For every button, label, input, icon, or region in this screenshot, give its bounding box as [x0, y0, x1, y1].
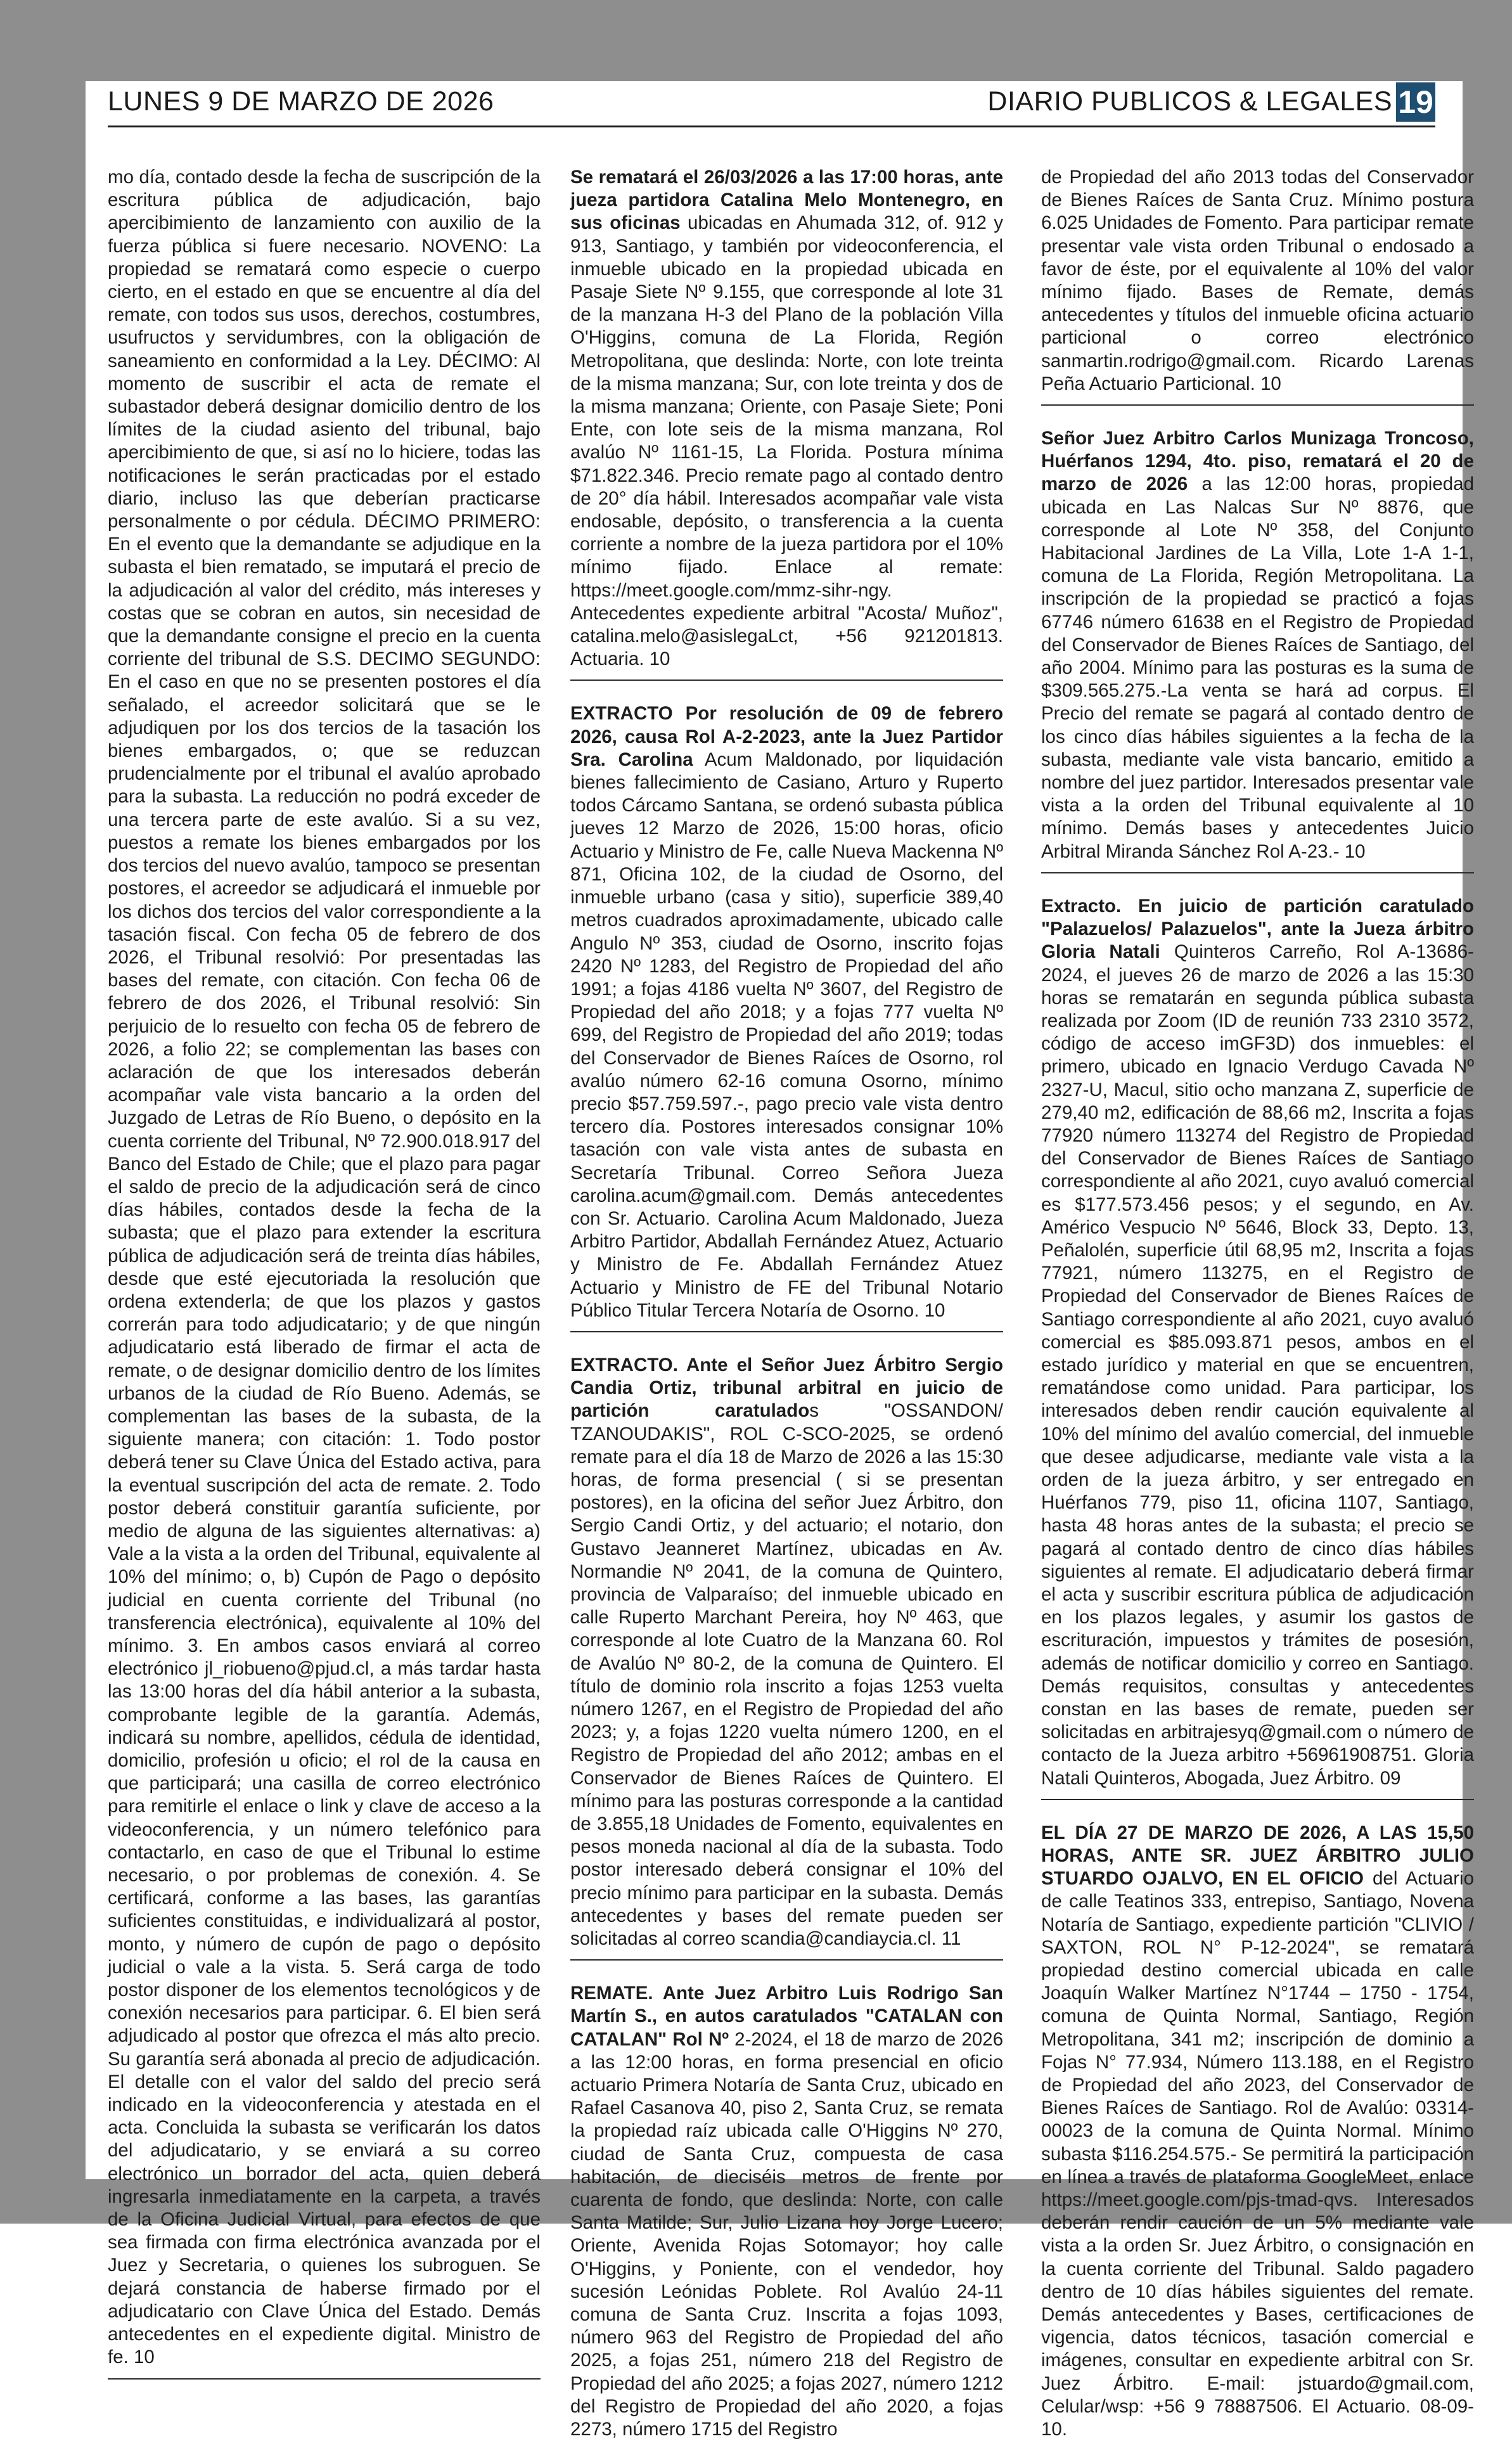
- column-1: [108, 166, 541, 2368]
- page-header: [108, 82, 1435, 120]
- notice-body: de Propiedad del año 2013 todas del Conservador de Bienes Raíces de Santa Cruz. Mínimo postura 6.025 Unidades de Fomento. Para participar remate presentar vale vista orden Tribunal o endosado a favor de éste, por el equivalente al 10% del valor mínimo fijado. Bases de Remate, demás antecedentes y títulos del inmueble oficina actuario particional o correo electrónico sanmartin.rodrigo@gmail.com. Ricardo Larenas Peña Actuario Particional. 10: [1041, 167, 1474, 394]
- notice-divider: [570, 679, 1003, 681]
- column-2: [570, 166, 1004, 2440]
- notice-body: s "OSSANDON/ TZANOUDAKIS", ROL C-SCO-2025, se ordenó remate para el día 18 de Marzo de 2026 a las 15:30 horas, de forma presencial ( si se presentan postores), en la oficina del señor Juez Árbitro, don Sergio Candi Ortiz, y del actuario; el notario, don Gustavo Jeanneret Martínez, ubicadas en Av. Normandie Nº 2041, de la comuna de Quintero, provincia de Valparaíso; del inmueble ubicado en calle Ruperto Marchant Pereira, hoy Nº 463, que corresponde al lote Cuatro de la Manzana 60. Rol de Avalúo Nº 80-2, de la comuna de Quintero. El título de dominio rola inscrito a fojas 1253 vuelta número 1267, en el Registro de Propiedad del año 2023; y, a fojas 1220 vuelta número 1200, en el Registro de Propiedad del año 2012; ambas en el Conservador de Bienes Raíces de Quintero. El mínimo para las posturas corresponde a la cantidad de 3.855,18 Unidades de Fomento, equivalentes en pesos moneda nacional al día de la subasta. Todo postor interesado deberá consignar el 10% del precio mínimo para participar en la subasta. Demás antecedentes y bases del remate pueden ser solicitadas al correo scandia@candiaycia.cl. 11: [570, 1400, 1003, 1950]
- notice-divider: [108, 2378, 541, 2380]
- notice-body: Acum Maldonado, por liquidación bienes fallecimiento de Casiano, Arturo y Ruperto todos Cárcamo Santana, se ordenó subasta pública jueves 12 Marzo de 2026, 15:00 horas, oficio Actuario y Ministro de Fe, calle Nueva Mackenna Nº 871, Oficina 102, de la ciudad de Osorno, del inmueble urbano (casa y sitio), superficie 389,40 metros cuadrados aproximadamente, ubicado calle Angulo Nº 353, ciudad de Osorno, inscrito fojas 2420 Nº 1283, del Registro de Propiedad del año 1991; a fojas 4186 vuelta Nº 3607, del Registro de Propiedad del año 2018; y a fojas 777 vuelta Nº 699, del Registro de Propiedad del año 2019; todas del Conservador de Bienes Raíces de Osorno, rol avalúo número 62-16 comuna Osorno, mínimo precio $57.759.597.-, pago precio vale vista dentro tercero día. Postores interesados consignar 10% tasación con vale vista antes de subasta en Secretaría Tribunal. Correo Señora Jueza carolina.acum@gmail.com. Demás antecedentes con Sr. Actuario. Carolina Acum Maldonado, Jueza Arbitro Partidor, Abdallah Fernández Atuez, Actuario y Ministro de Fe. Abdallah Fernández Atuez Actuario y Ministro de FE del Tribunal Notario Público Titular Tercera Notaría de Osorno. 10: [570, 749, 1004, 1321]
- left-margin: [0, 0, 86, 2224]
- notice-divider: [1041, 872, 1474, 873]
- header-divider: [108, 126, 1435, 127]
- notice-divider: [1041, 1799, 1474, 1800]
- notice-body: a las 12:00 horas, propiedad ubicada en Las Nalcas Sur Nº 8876, que corresponde al Lote Nº 358, del Conjunto Habitacional Jardines de La Villa, Lote 1-A 1-1, comuna de La Florida, Región Metropolitana. La inscripción de la propiedad se practicó a fojas 67746 número 61638 en el Registro de Propiedad del Conservador de Bienes Raíces de Santiago, del año 2004. Mínimo para las posturas es la suma de $309.565.275.-La venta se hará ad corpus. El Precio del remate se pagará al contado dentro de los cinco días hábiles siguientes a la fecha de la subasta, mediante vale vista bancario, emitido a nombre del juez partidor. Interesados presentar vale vista a la orden del Tribunal equivalente al 10 mínimo. Demás bases y antecedentes Juicio Arbitral Miranda Sánchez Rol A-23.- 10: [1041, 473, 1474, 862]
- notice-divider: [570, 1959, 1003, 1961]
- notice-candia-ortiz: [570, 1354, 1003, 1950]
- notice-lead: REMATE. Ante Juez Arbitro Luis Rodrigo San Martín S., en autos caratulados "CATALAN con CATALAN" Rol Nº: [570, 1983, 1003, 2050]
- notice-continued-text: [108, 166, 541, 2369]
- notice-palazuelos: [1041, 895, 1474, 1790]
- notice-melo-montenegro: [570, 166, 1003, 671]
- notice-body: ubicadas en Ahumada 312, of. 912 y 913, Santiago, y también por videoconferencia, el inmueble ubicado en la propiedad ubicada en Pasaje Siete Nº 9.155, que corresponde al lote 31 de la manzana H-3 del Plano de la población Villa O'Higgins, comuna de La Florida, Región Metropolitana, que deslinda: Norte, con lote treinta de la misma manzana; Sur, con lote treinta y dos de la misma manzana; Oriente, con Pasaje Siete; Poni Ente, con lote seis de la misma manzana, Rol avalúo Nº 1161-15, La Florida. Postura mínima $71.822.346. Precio remate pago al contado dentro de 20° día hábil. Interesados acompañar vale vista endosable, depósito, o transferencia a la cuenta corriente a nombre de la jueza partidora por el 10% mínimo fijado. Enlace al remate: https://meet.google.com/mmz-sihr-ngy. Antecedentes expediente arbitral "Acosta/ Muñoz", catalina.melo@asislegaLct, +56 921201813. Actuaria. 10: [570, 212, 1003, 670]
- notice-body: mo día, contado desde la fecha de suscripción de la escritura pública de adjudicación, bajo apercibimiento de lanzamiento con auxilio de la fuerza pública si fuere necesario. NOVENO: La propiedad se rematará como especie o cuerpo cierto, en el estado en que se encuentre al día del remate, con todos sus usos, derechos, costumbres, usufructos y servidumbres, con la obligación de saneamiento en conformidad a la Ley. DÉCIMO: Al momento de suscribir el acta de remate el subastador deberá designar domicilio dentro de los límites de la ciudad asiento del tribunal, bajo apercibimiento de que, si así no lo hiciere, todas las notificaciones le serán practicadas por el estado diario, incluso las que deberían practicarse personalmente o por cédula. DÉCIMO PRIMERO: En el evento que la demandante se adjudique en la subasta el bien rematado, se imputará el precio de la adjudicación al valor del crédito, más intereses y costas que se cobran en autos, sin necesidad de que la demandante consigne el precio en la cuenta corriente del tribunal de S.S. DECIMO SEGUNDO: En el caso en que no se presenten postores el día señalado, el acreedor solicitará que se le adjudiquen por los dos tercios de la tasación los bienes embargados, o; que se reduzcan prudencialmente por el tribunal el avalúo aprobado para la subasta. La reducción no podrá exceder de una tercera parte de este avalúo. Si a su vez, puestos a remate los bienes embargados por los dos tercios del nuevo avalúo, tampoco se presentan postores, el acreedor se adjudicará el inmueble por los dichos dos tercios del valor correspondiente a la tasación fiscal. Con fecha 05 de febrero de dos 2026, el Tribunal resolvió: Por presentadas las bases del remate, con citación. Con fecha 06 de febrero de dos 2026, el Tribunal resolvió: Sin perjuicio de lo resuelto con fecha 05 de febrero de 2026, a folio 22; se complementan las bases con aclaración de que los interesados deberán acompañar vale vista bancario a la orden del Juzgado de Letras de Río Bueno, o depósito en la cuenta corriente del Tribunal, Nº 72.900.018.917 del Banco del Estado de Chile; que el plazo para pagar el saldo de precio de la adjudicación será de cinco días hábiles, contados desde la fecha de la subasta; que el plazo para extender la escritura pública de adjudicación será de treinta días hábiles, desde que esté ejecutoriada la resolución que ordena extenderla; de que los plazos y gastos correrán para todo adjudicatario; y de que ningún adjudicatario está liberado de firmar el acta de remate, o de designar domicilio dentro de los límites urbanos de la ciudad de Río Bueno. Además, se complementan las bases de la subasta, de la siguiente manera; con citación: 1. Todo postor deberá tener su Clave Única del Estado activa, para la eventual suscripción del acta de remate. 2. Todo postor deberá constituir garantía suficiente, por medio de alguna de las siguientes alternativas: a) Vale a la vista a la orden del Tribunal, equivalente al 10% del mínimo; o, b) Cupón de Pago o depósito judicial en cuenta corriente del Tribunal (no transferencia electrónica), equivalente al 10% del mínimo. 3. En ambos casos enviará al correo electrónico jl_riobueno@pjud.cl, a más tardar hasta las 13:00 horas del día hábil anterior a la subasta, comprobante legible de la garantía. Además, indicará su nombre, apellidos, cédula de identidad, domicilio, profesión u oficio; el rol de la causa en que participará; una casilla de correo electrónico para remitirle el enlace o link y clave de acceso a la videoconferencia, y un número telefónico para contactarlo, en caso de que el Tribunal lo estime necesario, o por problemas de conexión. 4. Se certificará, conforme a las bases, las garantías suficientes constituidas, e individualizará al postor, monto, y número de cupón de pago o depósito judicial o vale a la vista. 5. Será carga de todo postor disponer de los elementos tecnológicos y de conexión necesarios para participar. 6. El bien será adjudicado al postor que ofrezca el más alto precio. Su garantía será abonada al precio de adjudicación. El detalle con el valor del saldo del precio será indicado en la videoconferencia y atestada en el acta. Concluida la subasta se verificarán los datos del adjudicatario, y se enviará a su correo electrónico un borrador del acta, quien deberá ingresarla inmediatamente en la carpeta, a través de la Oficina Judicial Virtual, para efectos de que sea firmada con firma electrónica avanzada por el Juez y Secretaria, o quienes los subroguen. Se dejará constancia de haberse firmado por el adjudicatario con Clave Única del Estado. Demás antecedentes en el expediente digital. Ministro de fe. 10: [108, 167, 541, 2368]
- notice-san-martin: [570, 1982, 1003, 2441]
- publication-title: DIARIO PUBLICOS & LEGALES: [987, 86, 1392, 117]
- notice-lead: EXTRACTO. Ante el Señor Juez Árbitro Sergio Candia Ortiz, tribunal arbitral en juicio de partición caratulado: [570, 1354, 1003, 1422]
- notice-divider: [570, 1331, 1003, 1332]
- notice-lead: EL DÍA 27 DE MARZO DE 2026, A LAS 15,50 HORAS, ANTE SR. JUEZ ÁRBITRO JULIO STUARDO OJALVO, EN EL OFICIO: [1041, 1822, 1474, 1890]
- notice-body: Quinteros Carreño, Rol A-13686-2024, el jueves 26 de marzo de 2026 a las 15:30 horas se rematarán en segunda pública subasta realizada por Zoom (ID de reunión 733 2310 3572, código de acceso imGF3D) dos inmuebles: el primero, ubicado en Ignacio Verdugo Cavada Nº 2327-U, Macul, sitio ocho manzana Z, superficie de 279,40 m2, edificación de 88,66 m2, Inscrita a fojas 77920 número 113274 del Registro de Propiedad del Conservador de Bienes Raíces de Santiago correspondiente al año 2021, cuyo avaluó comercial es $177.573.456 pesos; y el segundo, en Av. Américo Vespucio Nº 5646, Block 33, Depto. 13, Peñalolén, superficie útil 68,95 m2, Inscrita a fojas 77921, número 113275, en el Registro de Propiedad del Conservador de Bienes Raíces de Santiago correspondiente al año 2021, cuyo avaluó comercial es $85.093.871 pesos, ambos en el estado jurídico y material en que se encuentren, rematándose como unidad. Para participar, los interesados deben rendir caución equivalente al 10% del mínimo del avalúo comercial, del inmueble que desee adjudicarse, mediante vale vista a la orden de la jueza árbitro, y ser entregado en Huérfanos 779, piso 11, oficina 1107, Santiago, hasta 48 horas antes de la subasta; el precio se pagará al contado dentro de cinco días hábiles siguientes al remate. El adjudicatario deberá firmar el acta y suscribir escritura pública de adjudicación en los plazos legales, y asumir los gastos de escrituración, impuestos y trámites de posesión, además de notificar domicilio y correo en Santiago. Demás requisitos, consultas y antecedentes constan en las bases de remate, pueden ser solicitadas en arbitrajesyq@gmail.com o número de contacto de la Jueza arbitro +56961908751. Gloria Natali Quinteros, Abogada, Juez Árbitro. 09: [1041, 941, 1474, 1789]
- notice-lead: Se rematará el 26/03/2026 a las 17:00 horas, ante jueza partidora Catalina Melo Montenegro, en sus oficinas: [570, 167, 1003, 234]
- notice-acum-maldonado: [570, 702, 1003, 1322]
- notice-munizaga-troncoso: [1041, 427, 1474, 863]
- notice-divider: [1041, 404, 1474, 406]
- notice-lead: Extracto. En juicio de partición caratulado "Palazuelos/ Palazuelos", ante la Jueza árbitro Gloria Natali: [1041, 895, 1474, 963]
- column-3: [1041, 166, 1474, 2440]
- top-margin: [0, 0, 1512, 81]
- notice-lead: Señor Juez Arbitro Carlos Munizaga Troncoso, Huérfanos 1294, 4to. piso, rematará el 20 de marzo de 2026: [1041, 428, 1474, 495]
- notice-body: del Actuario de calle Teatinos 333, entrepiso, Santiago, Novena Notaría de Santiago, expediente partición "CLIVIO / SAXTON, ROL N° P-12-2024", se rematará propiedad destino comercial ubicada en calle Joaquín Walker Martínez N°1744 – 1750 - 1754, comuna de Quinta Normal, Santiago, Región Metropolitana, 341 m2; inscripción de dominio a Fojas N° 77.934, Número 113.188, en el Registro de Propiedad del año 2023, del Conservador de Bienes Raíces de Santiago. Rol de Avalúo: 03314-00023 de la comuna de Quinta Normal. Mínimo subasta $116.254.575.- Se permitirá la participación en línea a través de plataforma GoogleMeet, enlace https://meet.google.com/pjs-tmad-qvs. Interesados deberán rendir caución de un 5% mediante vale vista a la orden Sr. Juez Árbitro, o consignación en la cuenta corriente del Tribunal. Saldo pagadero dentro de 10 días hábiles siguientes del remate. Demás antecedentes y Bases, certificaciones de vigencia, datos técnicos, tasación comercial e imágenes, consultar en expediente arbitral con Sr. Juez Árbitro. E-mail: jstuardo@gmail.com, Celular/wsp: +56 9 78887506. El Actuario. 08-09-10.: [1041, 1868, 1474, 2440]
- page-number-badge: 19: [1396, 82, 1435, 122]
- notice-stuardo-ojalvo: [1041, 1822, 1474, 2441]
- header-date: LUNES 9 DE MARZO DE 2026: [108, 86, 494, 117]
- notice-body: 2-2024, el 18 de marzo de 2026 a las 12:00 horas, en forma presencial en oficio actuario Primera Notaría de Santa Cruz, ubicado en Rafael Casanova 40, piso 2, Santa Cruz, se remata la propiedad raíz ubicada calle O'Higgins Nº 270, ciudad de Santa Cruz, compuesta de casa habitación, de dieciséis metros de frente por cuarenta de fondo, que deslinda: Norte, con calle Santa Matilde; Sur, Julio Lizana hoy Jorge Lucero; Oriente, Avenida Rojas Sotomayor; hoy calle O'Higgins, y Poniente, con el vendedor, hoy sucesión Leónidas Poblete. Rol Avalúo 24-11 comuna de Santa Cruz. Inscrita a fojas 1093, número 963 del Registro de Propiedad del año 2025, a fojas 251, número 218 del Registro de Propiedad del año 2025; a fojas 2027, número 1212 del Registro de Propiedad del año 2020, a fojas 2273, número 1715 del Registro: [570, 2028, 1003, 2440]
- notice-san-martin-continued: [1041, 166, 1474, 396]
- notice-lead: EXTRACTO Por resolución de 09 de febrero 2026, causa Rol A-2-2023, ante la Juez Partidor Sra. Carolina: [570, 703, 1003, 770]
